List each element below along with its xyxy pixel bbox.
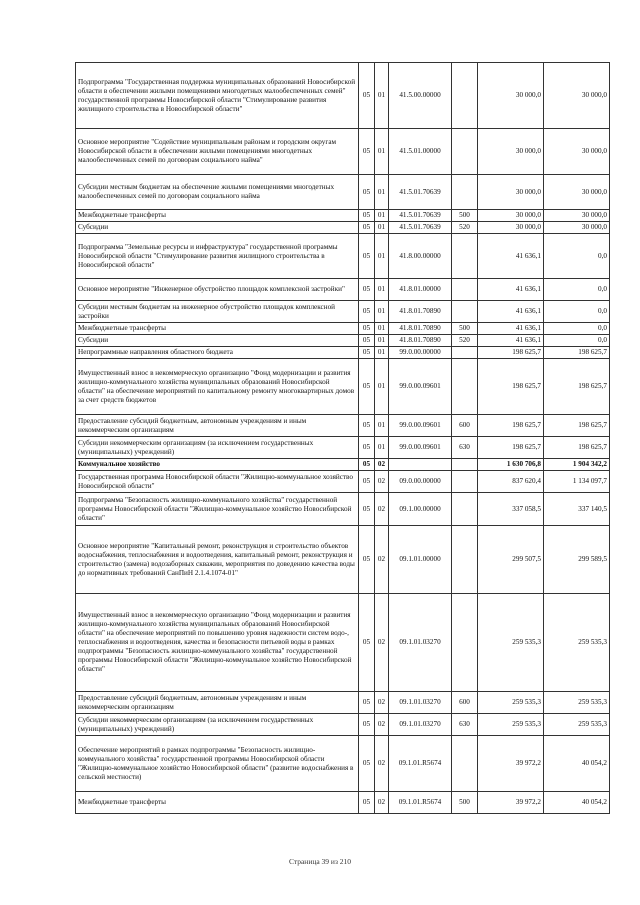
subsection-code: 01: [375, 323, 389, 335]
expense-type-code: [452, 63, 478, 129]
table-row: [76, 792, 610, 814]
subsection-code: 02: [375, 493, 389, 526]
subsection-code: 02: [375, 459, 389, 471]
row-name: Межбюджетные трансферты: [76, 323, 359, 335]
amount-year-2: 30 000,0: [544, 222, 610, 234]
subsection-code: 01: [375, 335, 389, 347]
amount-year-2: 198 625,7: [544, 347, 610, 359]
table-row: [76, 594, 610, 692]
table-row: [76, 459, 610, 471]
expense-type-code: [452, 526, 478, 594]
expense-type-code: 520: [452, 222, 478, 234]
table-row: [76, 279, 610, 301]
section-code: 05: [359, 129, 375, 175]
section-code: 05: [359, 415, 375, 437]
subsection-code: 01: [375, 222, 389, 234]
amount-year-1: 299 507,5: [478, 526, 544, 594]
amount-year-1: 41 636,1: [478, 323, 544, 335]
row-name: Имущественный взнос в некоммерческую организацию "Фонд модернизации и развития жилищно-коммунального хозяйства муниципальных образований Новосибирской области" на обеспечение мероприятий по повышению уровня надежности систем водо-, теплоснабжения и водоотведения, качества и безопасности питьевой воды в рамках подпрограммы "Безопасность жилищно-коммунального хозяйства" государственной программы Новосибирской области "Жилищно-коммунальное хозяйство Новосибирской области": [76, 594, 359, 692]
amount-year-1: 41 636,1: [478, 301, 544, 323]
target-article-code: 99.0.00.09601: [389, 437, 452, 459]
row-name: Предоставление субсидий бюджетным, автономным учреждениям и иным некоммерческим организациям: [76, 692, 359, 714]
amount-year-1: 30 000,0: [478, 129, 544, 175]
expense-type-code: [452, 736, 478, 792]
expense-type-code: 630: [452, 437, 478, 459]
subsection-code: 01: [375, 347, 389, 359]
target-article-code: 41.5.01.70639: [389, 210, 452, 222]
expense-type-code: [452, 359, 478, 415]
table-row: [76, 301, 610, 323]
row-name: Субсидии некоммерческим организациям (за исключением государственных (муниципальных) учреждений): [76, 714, 359, 736]
amount-year-1: 30 000,0: [478, 175, 544, 210]
section-code: 05: [359, 335, 375, 347]
section-code: 05: [359, 210, 375, 222]
subsection-code: 02: [375, 714, 389, 736]
budget-table: [75, 62, 610, 814]
table-row: [76, 736, 610, 792]
subsection-code: 01: [375, 210, 389, 222]
section-code: 05: [359, 279, 375, 301]
amount-year-2: 1 134 097,7: [544, 471, 610, 493]
amount-year-1: 30 000,0: [478, 63, 544, 129]
table-row: [76, 222, 610, 234]
table-row: [76, 526, 610, 594]
table-row: [76, 692, 610, 714]
table-row: [76, 714, 610, 736]
amount-year-1: 39 972,2: [478, 736, 544, 792]
expense-type-code: 600: [452, 415, 478, 437]
target-article-code: 41.5.00.00000: [389, 63, 452, 129]
page-footer: Страница 39 из 210: [288, 857, 352, 866]
expense-type-code: [452, 594, 478, 692]
amount-year-2: 0,0: [544, 234, 610, 279]
row-name: Основное мероприятие "Содействие муниципальным районам и городским округам Новосибирской области в обеспечении жилыми помещениями многодетных малообеспеченных семей по договорам социального найма": [76, 129, 359, 175]
expense-type-code: [452, 129, 478, 175]
section-code: 05: [359, 692, 375, 714]
section-code: 05: [359, 526, 375, 594]
section-code: 05: [359, 301, 375, 323]
row-name: Подпрограмма "Государственная поддержка муниципальных образований Новосибирской области в обеспечении жилыми помещениями многодетных малообеспеченных семей" государственной программы Новосибирской области "Стимулирование развития жилищного строительства в Новосибирской области": [76, 63, 359, 129]
target-article-code: 99.0.00.09601: [389, 359, 452, 415]
amount-year-2: 0,0: [544, 279, 610, 301]
section-code: 05: [359, 493, 375, 526]
subsection-code: 01: [375, 415, 389, 437]
amount-year-2: 40 054,2: [544, 736, 610, 792]
amount-year-2: 299 589,5: [544, 526, 610, 594]
expense-type-code: 520: [452, 335, 478, 347]
target-article-code: 09.1.00.00000: [389, 493, 452, 526]
subsection-code: 02: [375, 692, 389, 714]
amount-year-1: 259 535,3: [478, 692, 544, 714]
table-row: [76, 437, 610, 459]
expense-type-code: [452, 279, 478, 301]
expense-type-code: 600: [452, 692, 478, 714]
amount-year-1: 198 625,7: [478, 415, 544, 437]
target-article-code: [389, 459, 452, 471]
table-row: [76, 129, 610, 175]
amount-year-1: 837 620,4: [478, 471, 544, 493]
subsection-code: 01: [375, 175, 389, 210]
target-article-code: 41.8.01.70890: [389, 323, 452, 335]
amount-year-2: 30 000,0: [544, 63, 610, 129]
target-article-code: 09.1.01.R5674: [389, 792, 452, 814]
amount-year-2: 40 054,2: [544, 792, 610, 814]
subsection-code: 01: [375, 301, 389, 323]
section-code: 05: [359, 323, 375, 335]
target-article-code: 09.1.01.03270: [389, 594, 452, 692]
section-code: 05: [359, 359, 375, 415]
row-name: Подпрограмма "Земельные ресурсы и инфраструктура" государственной программы Новосибирской области "Стимулирование развития жилищного строительства в Новосибирской области": [76, 234, 359, 279]
section-code: 05: [359, 594, 375, 692]
target-article-code: 41.8.01.70890: [389, 301, 452, 323]
amount-year-1: 198 625,7: [478, 359, 544, 415]
amount-year-1: 259 535,3: [478, 714, 544, 736]
section-code: 05: [359, 714, 375, 736]
row-name: Субсидии некоммерческим организациям (за исключением государственных (муниципальных) учреждений): [76, 437, 359, 459]
section-code: 05: [359, 792, 375, 814]
target-article-code: 09.1.01.03270: [389, 714, 452, 736]
target-article-code: 09.0.00.00000: [389, 471, 452, 493]
expense-type-code: [452, 301, 478, 323]
table-row: [76, 234, 610, 279]
subsection-code: 02: [375, 792, 389, 814]
table-row: [76, 347, 610, 359]
row-name: Коммунальное хозяйство: [76, 459, 359, 471]
section-code: 05: [359, 437, 375, 459]
table-row: [76, 175, 610, 210]
amount-year-2: 30 000,0: [544, 175, 610, 210]
amount-year-1: 198 625,7: [478, 437, 544, 459]
amount-year-1: 198 625,7: [478, 347, 544, 359]
amount-year-2: 0,0: [544, 323, 610, 335]
target-article-code: 41.5.01.70639: [389, 222, 452, 234]
target-article-code: 99.0.00.09601: [389, 415, 452, 437]
amount-year-1: 1 630 706,8: [478, 459, 544, 471]
row-name: Государственная программа Новосибирской области "Жилищно-коммунальное хозяйство Новосибирской области": [76, 471, 359, 493]
amount-year-1: 30 000,0: [478, 222, 544, 234]
section-code: 05: [359, 736, 375, 792]
section-code: 05: [359, 471, 375, 493]
amount-year-2: 259 535,3: [544, 692, 610, 714]
amount-year-1: 30 000,0: [478, 210, 544, 222]
target-article-code: 41.8.00.00000: [389, 234, 452, 279]
row-name: Подпрограмма "Безопасность жилищно-коммунального хозяйства" государственной программы Новосибирской области "Жилищно-коммунальное хозяйство Новосибирской области": [76, 493, 359, 526]
section-code: 05: [359, 63, 375, 129]
expense-type-code: 500: [452, 323, 478, 335]
target-article-code: 41.5.01.00000: [389, 129, 452, 175]
subsection-code: 01: [375, 234, 389, 279]
amount-year-2: 198 625,7: [544, 415, 610, 437]
row-name: Основное мероприятие "Инженерное обустройство площадок комплексной застройки": [76, 279, 359, 301]
row-name: Обеспечение мероприятий в рамках подпрограммы "Безопасность жилищно-коммунального хозяйства" государственной программы Новосибирской области "Жилищно-коммунальное хозяйство Новосибирской области" (развитие водоснабжения в сельской местности): [76, 736, 359, 792]
amount-year-2: 30 000,0: [544, 129, 610, 175]
expense-type-code: [452, 234, 478, 279]
amount-year-1: 259 535,3: [478, 594, 544, 692]
target-article-code: 09.1.01.03270: [389, 692, 452, 714]
target-article-code: 41.5.01.70639: [389, 175, 452, 210]
subsection-code: 02: [375, 471, 389, 493]
subsection-code: 01: [375, 437, 389, 459]
amount-year-2: 0,0: [544, 335, 610, 347]
table-row: [76, 210, 610, 222]
section-code: 05: [359, 459, 375, 471]
section-code: 05: [359, 222, 375, 234]
subsection-code: 02: [375, 526, 389, 594]
expense-type-code: 630: [452, 714, 478, 736]
table-body: [76, 63, 610, 814]
amount-year-1: 41 636,1: [478, 234, 544, 279]
amount-year-1: 39 972,2: [478, 792, 544, 814]
expense-type-code: [452, 471, 478, 493]
amount-year-2: 1 904 342,2: [544, 459, 610, 471]
row-name: Предоставление субсидий бюджетным, автономным учреждениям и иным некоммерческим организациям: [76, 415, 359, 437]
amount-year-1: 41 636,1: [478, 335, 544, 347]
row-name: Субсидии: [76, 222, 359, 234]
section-code: 05: [359, 234, 375, 279]
expense-type-code: [452, 459, 478, 471]
subsection-code: 01: [375, 359, 389, 415]
amount-year-1: 41 636,1: [478, 279, 544, 301]
amount-year-1: 337 058,5: [478, 493, 544, 526]
amount-year-2: 198 625,7: [544, 359, 610, 415]
subsection-code: 01: [375, 279, 389, 301]
amount-year-2: 259 535,3: [544, 714, 610, 736]
table-row: [76, 493, 610, 526]
row-name: Субсидии: [76, 335, 359, 347]
expense-type-code: 500: [452, 792, 478, 814]
subsection-code: 01: [375, 129, 389, 175]
amount-year-2: 30 000,0: [544, 210, 610, 222]
subsection-code: 02: [375, 736, 389, 792]
table-row: [76, 359, 610, 415]
table-row: [76, 323, 610, 335]
table-row: [76, 63, 610, 129]
section-code: 05: [359, 347, 375, 359]
row-name: Межбюджетные трансферты: [76, 210, 359, 222]
target-article-code: 99.0.00.00000: [389, 347, 452, 359]
row-name: Имущественный взнос в некоммерческую организацию "Фонд модернизации и развития жилищно-коммунального хозяйства муниципальных образований Новосибирской области" на обеспечение мероприятий по капитальному ремонту многоквартирных домов за счет средств бюджетов: [76, 359, 359, 415]
amount-year-2: 337 140,5: [544, 493, 610, 526]
target-article-code: 41.8.01.70890: [389, 335, 452, 347]
table-row: [76, 415, 610, 437]
subsection-code: 02: [375, 594, 389, 692]
expense-type-code: [452, 347, 478, 359]
expense-type-code: [452, 175, 478, 210]
target-article-code: 09.1.01.R5674: [389, 736, 452, 792]
amount-year-2: 198 625,7: [544, 437, 610, 459]
target-article-code: 41.8.01.00000: [389, 279, 452, 301]
table-row: [76, 335, 610, 347]
amount-year-2: 259 535,3: [544, 594, 610, 692]
amount-year-2: 0,0: [544, 301, 610, 323]
expense-type-code: [452, 493, 478, 526]
row-name: Межбюджетные трансферты: [76, 792, 359, 814]
section-code: 05: [359, 175, 375, 210]
row-name: Субсидии местным бюджетам на инженерное обустройство площадок комплексной застройки: [76, 301, 359, 323]
subsection-code: 01: [375, 63, 389, 129]
table-row: [76, 471, 610, 493]
target-article-code: 09.1.01.00000: [389, 526, 452, 594]
expense-type-code: 500: [452, 210, 478, 222]
row-name: Субсидии местным бюджетам на обеспечение жилыми помещениями многодетных малообеспеченных семей по договорам социального найма: [76, 175, 359, 210]
row-name: Непрограммные направления областного бюджета: [76, 347, 359, 359]
row-name: Основное мероприятие "Капитальный ремонт, реконструкция и строительство объектов водоснабжения, теплоснабжения и водоотведения, капитальный ремонт, реконструкция и строительство (замена) водозаборных скважин, мероприятия по доведению качества воды до нормативных требований СанПиН 2.1.4.1074-01": [76, 526, 359, 594]
